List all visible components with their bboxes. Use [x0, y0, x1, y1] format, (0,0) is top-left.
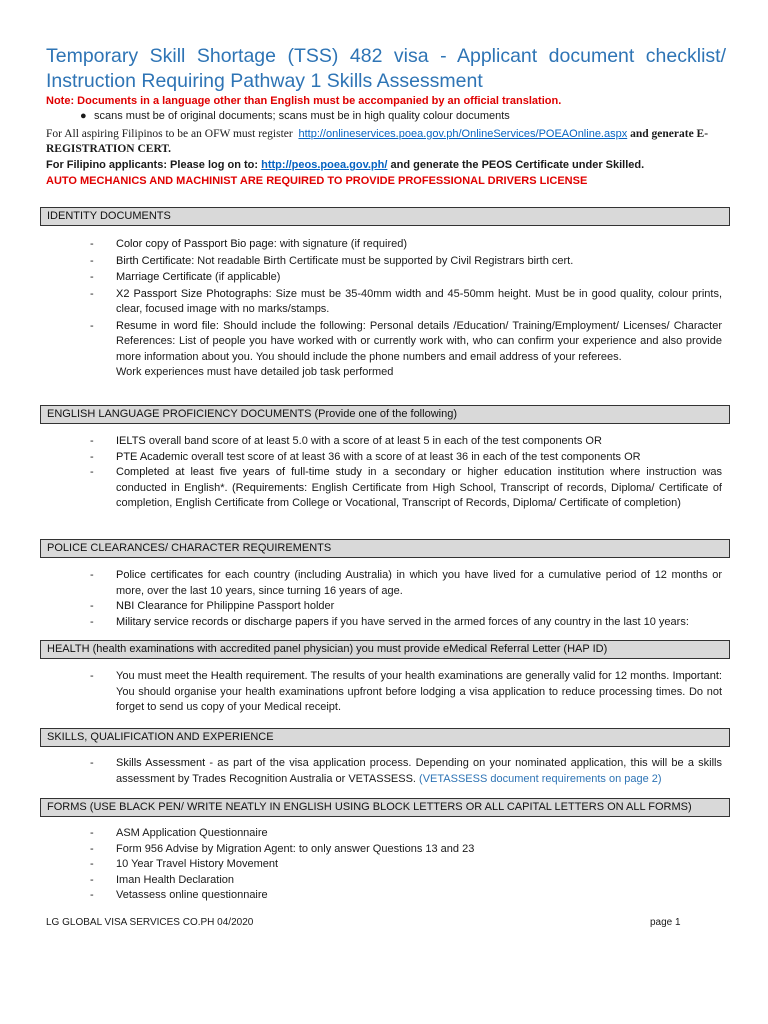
dash-marker: - [90, 889, 94, 901]
ofw-text: For All aspiring Filipinos to be an OFW must register [46, 128, 293, 140]
item-text-2: You should organise your health examinations upfront before lodging a visa application to reduce processing times. Do not forget to send us copy of your Medical receipt. [116, 685, 722, 713]
list-item [90, 873, 722, 889]
item-label-2: Important: [672, 670, 722, 682]
item-label: Health requirement [210, 670, 305, 682]
footer-page-number: page 1 [650, 917, 681, 928]
item-text: Form 956 Advise by Migration Agent: to only answer Questions 13 and 23 [116, 842, 475, 855]
title-line-2: Instruction Requiring Pathway 1 Skills Assessment [46, 70, 483, 92]
item-label: Completed at least five years of full-time study [116, 466, 362, 478]
list-item [90, 842, 722, 858]
item-label: IELTS [116, 435, 146, 447]
list-item [90, 434, 722, 450]
document-title [46, 44, 726, 94]
list-item [90, 599, 722, 615]
scan-bullet-text: scans must be of original documents; scans must be in high quality colour documents [94, 110, 510, 122]
list-item [90, 465, 722, 512]
item-label: Resume in word file: [116, 319, 219, 332]
list-item [90, 254, 722, 270]
item-text: if you have served in the armed forces of any country in the last 10 years: [328, 615, 689, 628]
list-item [90, 568, 722, 599]
list-item [90, 669, 722, 716]
dash-marker: - [90, 615, 94, 628]
section-header-skills: SKILLS, QUALIFICATION AND EXPERIENCE [40, 728, 730, 747]
item-label-2: (Requirements: [227, 481, 308, 494]
section-header-health: HEALTH (health examinations with accredited panel physician) you must provide eMedical Referral Letter (HAP ID) [40, 640, 730, 659]
poea-link[interactable]: http://onlineservices.poea.gov.ph/OnlineServices/POEAOnline.aspx [298, 128, 628, 140]
dash-marker: - [90, 827, 94, 839]
english-items [90, 434, 722, 512]
item-text: : Size must be 35-40mm width and 45-50mm height. Must be in good quality, colour prints, clear, focused image with no marks/stamps. [116, 287, 722, 315]
dash-marker: - [90, 600, 94, 612]
peos-after-text: and generate the PEOS Certificate under Skilled. [390, 159, 645, 171]
title-line-1: Temporary Skill Shortage (TSS) 482 visa - Applicant document checklist/ [46, 45, 726, 67]
section-header-english: ENGLISH LANGUAGE PROFICIENCY DOCUMENTS (Provide one of the following) [40, 405, 730, 424]
item-text: - as part of the visa application process. Depending on your nominated application, this will be a skills assessment by Trades Recognition Australia or VETASSESS. [116, 757, 723, 785]
list-item [90, 826, 722, 842]
dash-marker: - [90, 287, 94, 300]
section-header-police: POLICE CLEARANCES/ CHARACTER REQUIREMENTS [40, 539, 730, 558]
translation-note: Note: Documents in a language other than English must be accompanied by an official translation. [46, 95, 562, 107]
item-text: overall test score of at least 36 with a score of at least 36 in each of the test components OR [188, 450, 641, 463]
dash-marker: - [90, 670, 94, 682]
dash-marker: - [90, 842, 94, 855]
item-label: X2 Passport Size Photographs [116, 287, 269, 300]
dash-marker: - [90, 271, 94, 283]
item-label: Military service records or discharge papers [116, 615, 329, 628]
item-text: overall band score of at least 5.0 with a score of at least 5 in each of the test components OR [145, 435, 602, 447]
dash-marker: - [90, 435, 94, 447]
item-label: PTE Academic [116, 450, 189, 463]
list-item [90, 615, 722, 631]
auto-mechanics-note: AUTO MECHANICS AND MACHINIST ARE REQUIRED TO PROVIDE PROFESSIONAL DRIVERS LICENSE [46, 175, 588, 187]
dash-marker: - [90, 319, 94, 332]
section-header-identity: IDENTITY DOCUMENTS [40, 207, 730, 226]
dash-marker: - [90, 466, 94, 478]
police-items [90, 568, 722, 630]
list-item [90, 270, 722, 286]
dash-marker: - [90, 757, 94, 769]
item-text: . The results of your health examinations are generally valid for 12 months. [304, 670, 670, 682]
item-text: Should include the following: Personal details /Education/ Training/Employment/ Licenses/ Character References: List of people you have worked with or currently work with, who can confirm your experience and also provide more information about you. You should include the phone numbers and email address of your referees. [116, 319, 723, 363]
health-items [90, 669, 722, 716]
list-item [90, 857, 722, 873]
item-pre-text: You must meet the [116, 670, 211, 682]
list-item [90, 237, 722, 253]
list-item [90, 450, 722, 466]
vetassess-note: (VETASSESS document requirements on page 2) [416, 772, 662, 785]
dash-marker: - [90, 254, 94, 267]
list-item [90, 287, 722, 318]
item-text: Vetassess online questionnaire [116, 889, 268, 901]
peos-link[interactable]: http://peos.poea.gov.ph/ [261, 159, 388, 171]
skills-items [90, 756, 722, 787]
item-text: Iman Health Declaration [116, 873, 235, 886]
bullet-icon: ● [80, 110, 87, 122]
item-label: Color copy of Passport Bio page [116, 238, 274, 250]
dash-marker: - [90, 450, 94, 463]
work-experience-note [90, 365, 722, 381]
item-text: for each country (including Australia) in which you have lived for a cumulative period of 12 months or more, over the last 10 years, since turning 16 years of age. [116, 569, 722, 597]
item-text: in a secondary or higher education institution where instruction was conducted in English*. [116, 466, 723, 494]
item-text: ASM Application Questionnaire [116, 827, 268, 839]
item-label: NBI Clearance [116, 600, 188, 612]
section-header-forms: FORMS (USE BLACK PEN/ WRITE NEATLY IN ENGLISH USING BLOCK LETTERS OR ALL CAPITAL LETTERS ON ALL FORMS) [40, 798, 730, 817]
dash-marker: - [90, 873, 94, 886]
item-label: Marriage Certificate [116, 271, 212, 283]
item-label: Skills Assessment [116, 757, 206, 769]
list-item [90, 756, 722, 787]
footer-company: LG GLOBAL VISA SERVICES CO.PH 04/2020 [46, 917, 254, 928]
list-item [90, 319, 722, 366]
peos-text: For Filipino applicants: Please log on to: [46, 159, 259, 171]
dash-marker: - [90, 858, 94, 870]
identity-items [90, 237, 722, 381]
ofw-registration [46, 127, 726, 157]
scan-bullet [80, 110, 510, 122]
item-text-2: English Certificate from High School, Transcript of records, Diploma/ Certificate of completion, English Certificate from College or Vocational, Transcript of Records, Diploma/ Certificate of completion) [116, 481, 722, 509]
peos-instruction [46, 159, 644, 171]
work-experience-text: Work experiences must have detailed job task performed [116, 366, 394, 378]
ofw-after-text: and generate E-REGISTRATION CERT. [46, 128, 709, 155]
item-text: (if applicable) [211, 271, 281, 283]
dash-marker: - [90, 569, 94, 581]
item-text: : with signature (if required) [273, 238, 408, 250]
item-label: Police certificates [116, 569, 204, 581]
item-text: 10 Year Travel History Movement [116, 858, 279, 870]
dash-marker: - [90, 238, 94, 250]
item-label: Birth Certificate: [116, 254, 195, 267]
item-text: Not readable Birth Certificate must be supported by Civil Registrars birth cert. [194, 254, 574, 267]
list-item [90, 888, 722, 904]
item-text: for Philippine Passport holder [187, 600, 335, 612]
forms-items [90, 826, 722, 904]
